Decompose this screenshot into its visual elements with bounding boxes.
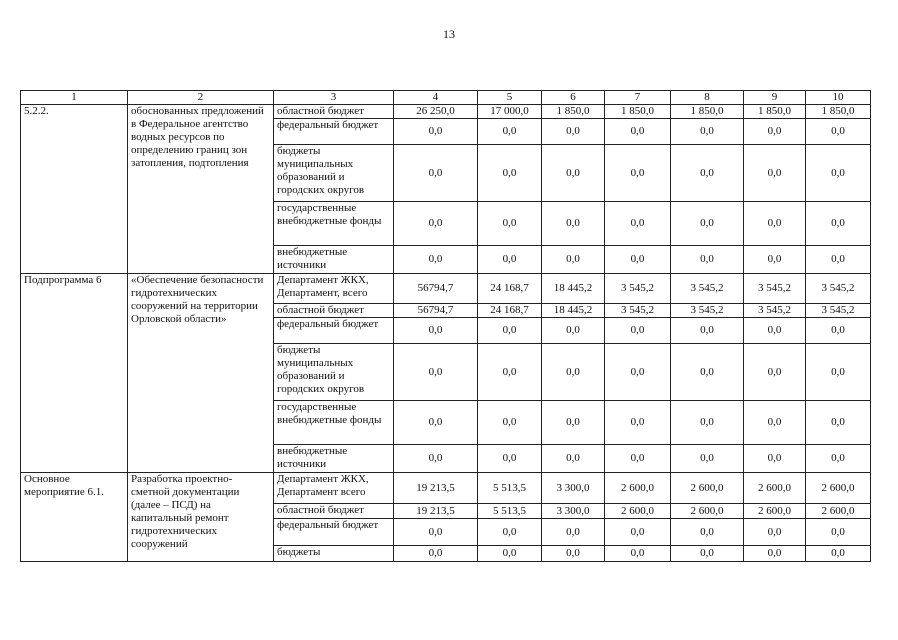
funding-source: Департамент ЖКХ, Департамент, всего	[274, 274, 394, 304]
amount-cell: 0,0	[671, 246, 744, 274]
budget-table	[20, 90, 871, 562]
amount-cell: 2 600,0	[671, 473, 744, 504]
amount-cell: 5 513,5	[478, 473, 542, 504]
amount-cell: 0,0	[806, 246, 871, 274]
amount-cell: 3 545,2	[605, 304, 671, 318]
column-header: 10	[806, 91, 871, 105]
funding-source: внебюджетные источники	[274, 445, 394, 473]
amount-cell: 0,0	[744, 246, 806, 274]
page-number: 13	[443, 27, 455, 41]
funding-source: бюджеты	[274, 546, 394, 562]
amount-cell: 1 850,0	[605, 105, 671, 119]
amount-cell: 3 545,2	[605, 274, 671, 304]
amount-cell: 0,0	[542, 445, 605, 473]
amount-cell: 24 168,7	[478, 304, 542, 318]
amount-cell: 0,0	[671, 318, 744, 344]
amount-cell: 19 213,5	[394, 473, 478, 504]
amount-cell: 0,0	[394, 519, 478, 546]
amount-cell: 3 545,2	[671, 304, 744, 318]
amount-cell: 2 600,0	[806, 504, 871, 519]
amount-cell: 3 545,2	[671, 274, 744, 304]
amount-cell: 0,0	[744, 344, 806, 401]
amount-cell: 17 000,0	[478, 105, 542, 119]
amount-cell: 0,0	[605, 401, 671, 445]
amount-cell: 0,0	[806, 145, 871, 202]
amount-cell: 0,0	[744, 119, 806, 145]
amount-cell: 2 600,0	[744, 473, 806, 504]
amount-cell: 3 300,0	[542, 504, 605, 519]
amount-cell: 0,0	[394, 344, 478, 401]
amount-cell: 18 445,2	[542, 274, 605, 304]
amount-cell: 0,0	[806, 202, 871, 246]
amount-cell: 0,0	[542, 145, 605, 202]
amount-cell: 3 545,2	[806, 304, 871, 318]
amount-cell: 0,0	[671, 202, 744, 246]
group-subprogram-6-code: Подпрограмма 6	[21, 274, 128, 473]
amount-cell: 0,0	[394, 202, 478, 246]
amount-cell: 0,0	[478, 445, 542, 473]
amount-cell: 0,0	[744, 318, 806, 344]
amount-cell: 5 513,5	[478, 504, 542, 519]
amount-cell: 0,0	[671, 145, 744, 202]
amount-cell: 0,0	[744, 202, 806, 246]
amount-cell: 2 600,0	[744, 504, 806, 519]
amount-cell: 24 168,7	[478, 274, 542, 304]
column-header: 6	[542, 91, 605, 105]
funding-source: Департамент ЖКХ, Департамент всего	[274, 473, 394, 504]
funding-source: государственные внебюджетные фонды	[274, 401, 394, 445]
amount-cell: 0,0	[744, 519, 806, 546]
column-numbers-row	[21, 91, 871, 105]
amount-cell: 0,0	[605, 344, 671, 401]
amount-cell: 0,0	[671, 519, 744, 546]
funding-source: внебюджетные источники	[274, 246, 394, 274]
funding-source: областной бюджет	[274, 304, 394, 318]
amount-cell: 0,0	[605, 519, 671, 546]
funding-source: бюджеты муниципальных образований и городских округов	[274, 344, 394, 401]
column-header: 2	[128, 91, 274, 105]
amount-cell: 0,0	[806, 401, 871, 445]
amount-cell: 0,0	[542, 519, 605, 546]
group-subprogram-6-name: «Обеспечение безопасности гидротехнических сооружений на территории Орловской области»	[128, 274, 274, 473]
funding-source: федеральный бюджет	[274, 519, 394, 546]
amount-cell: 18 445,2	[542, 304, 605, 318]
amount-cell: 2 600,0	[806, 473, 871, 504]
amount-cell: 0,0	[478, 546, 542, 562]
amount-cell: 2 600,0	[605, 504, 671, 519]
amount-cell: 0,0	[605, 145, 671, 202]
amount-cell: 0,0	[542, 344, 605, 401]
amount-cell: 0,0	[671, 344, 744, 401]
group-activity-6-1-name: Разработка проектно-сметной документации (далее – ПСД) на капитальный ремонт гидротехнических сооружений	[128, 473, 274, 562]
amount-cell: 0,0	[478, 202, 542, 246]
table-body	[21, 105, 871, 562]
funding-source: областной бюджет	[274, 504, 394, 519]
amount-cell: 0,0	[394, 318, 478, 344]
amount-cell: 0,0	[542, 401, 605, 445]
amount-cell: 1 850,0	[744, 105, 806, 119]
amount-cell: 0,0	[394, 145, 478, 202]
group-5-2-2-code: 5.2.2.	[21, 105, 128, 274]
amount-cell: 0,0	[394, 119, 478, 145]
amount-cell: 0,0	[744, 546, 806, 562]
amount-cell: 0,0	[806, 318, 871, 344]
amount-cell: 0,0	[394, 445, 478, 473]
amount-cell: 1 850,0	[542, 105, 605, 119]
amount-cell: 0,0	[605, 445, 671, 473]
amount-cell: 0,0	[478, 145, 542, 202]
group-activity-6-1-code: Основное мероприятие 6.1.	[21, 473, 128, 562]
funding-source: федеральный бюджет	[274, 318, 394, 344]
table-row	[21, 274, 871, 304]
amount-cell: 56794,7	[394, 274, 478, 304]
amount-cell: 0,0	[806, 344, 871, 401]
amount-cell: 0,0	[542, 246, 605, 274]
amount-cell: 0,0	[394, 546, 478, 562]
column-header: 8	[671, 91, 744, 105]
funding-source: бюджеты муниципальных образований и городских округов	[274, 145, 394, 202]
amount-cell: 0,0	[478, 246, 542, 274]
amount-cell: 26 250,0	[394, 105, 478, 119]
amount-cell: 0,0	[671, 546, 744, 562]
amount-cell: 0,0	[542, 546, 605, 562]
amount-cell: 3 545,2	[806, 274, 871, 304]
amount-cell: 0,0	[478, 344, 542, 401]
amount-cell: 0,0	[605, 318, 671, 344]
funding-source: государственные внебюджетные фонды	[274, 202, 394, 246]
funding-source: федеральный бюджет	[274, 119, 394, 145]
column-header: 1	[21, 91, 128, 105]
amount-cell: 0,0	[671, 401, 744, 445]
amount-cell: 0,0	[478, 401, 542, 445]
amount-cell: 0,0	[744, 445, 806, 473]
amount-cell: 0,0	[478, 519, 542, 546]
amount-cell: 2 600,0	[605, 473, 671, 504]
amount-cell: 0,0	[671, 119, 744, 145]
amount-cell: 0,0	[478, 119, 542, 145]
column-header: 5	[478, 91, 542, 105]
amount-cell: 0,0	[605, 202, 671, 246]
amount-cell: 19 213,5	[394, 504, 478, 519]
column-header: 7	[605, 91, 671, 105]
column-header: 4	[394, 91, 478, 105]
column-header: 9	[744, 91, 806, 105]
column-header: 3	[274, 91, 394, 105]
amount-cell: 0,0	[806, 119, 871, 145]
amount-cell: 0,0	[744, 145, 806, 202]
amount-cell: 0,0	[806, 519, 871, 546]
amount-cell: 3 300,0	[542, 473, 605, 504]
amount-cell: 0,0	[542, 318, 605, 344]
amount-cell: 0,0	[394, 246, 478, 274]
amount-cell: 0,0	[542, 202, 605, 246]
amount-cell: 0,0	[542, 119, 605, 145]
amount-cell: 3 545,2	[744, 274, 806, 304]
amount-cell: 0,0	[671, 445, 744, 473]
amount-cell: 2 600,0	[671, 504, 744, 519]
amount-cell: 0,0	[806, 546, 871, 562]
amount-cell: 56794,7	[394, 304, 478, 318]
amount-cell: 0,0	[478, 318, 542, 344]
amount-cell: 0,0	[394, 401, 478, 445]
amount-cell: 0,0	[806, 445, 871, 473]
table-row	[21, 473, 871, 504]
amount-cell: 3 545,2	[744, 304, 806, 318]
group-5-2-2-name: обоснованных предложений в Федеральное агентство водных ресурсов по определению границ зон затопления, подтопления	[128, 105, 274, 274]
amount-cell: 0,0	[605, 546, 671, 562]
amount-cell: 0,0	[744, 401, 806, 445]
funding-source: областной бюджет	[274, 105, 394, 119]
amount-cell: 0,0	[605, 119, 671, 145]
amount-cell: 1 850,0	[806, 105, 871, 119]
table-row	[21, 105, 871, 119]
amount-cell: 1 850,0	[671, 105, 744, 119]
amount-cell: 0,0	[605, 246, 671, 274]
